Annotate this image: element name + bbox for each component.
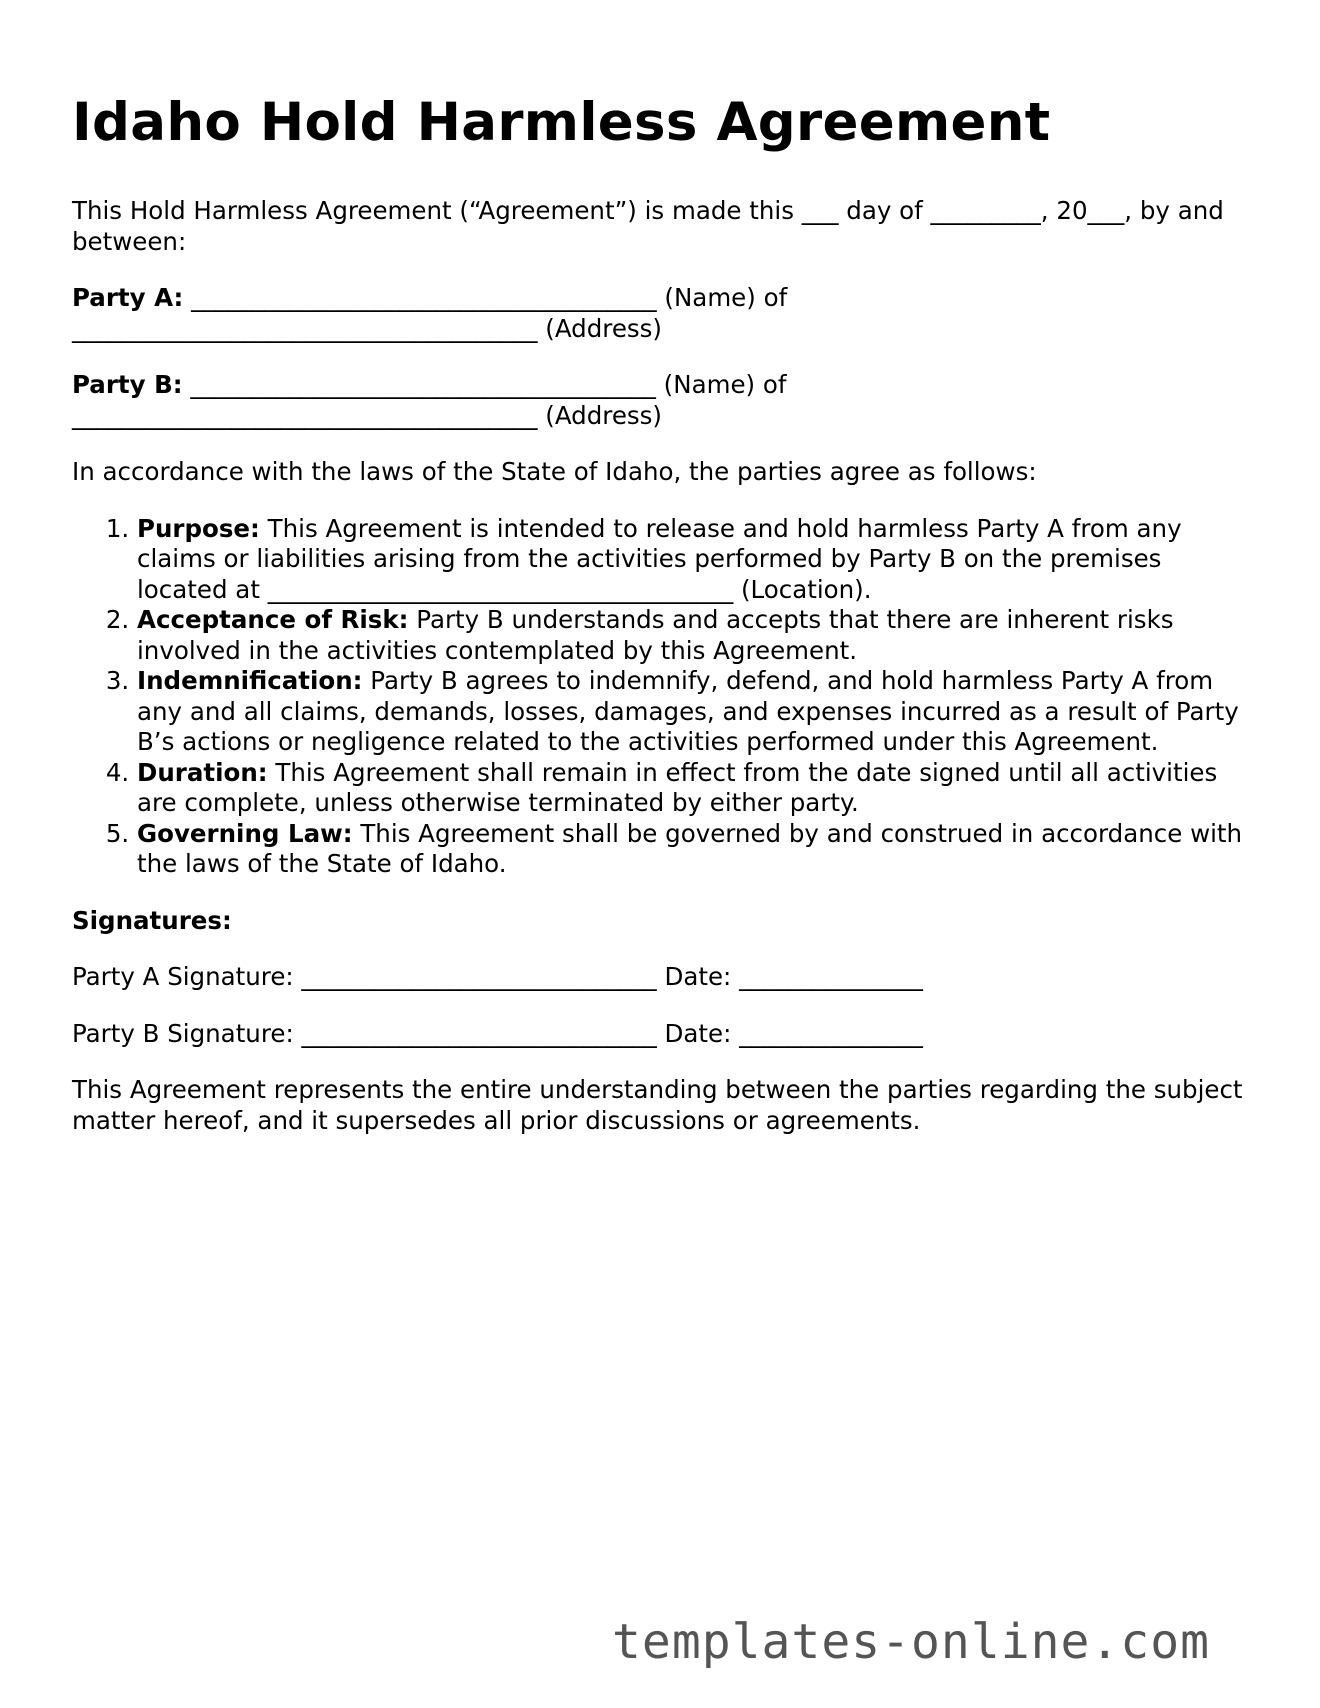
party-a-name-line (72, 283, 1252, 314)
clause-governing-law (137, 819, 1252, 880)
clause-text: This Agreement shall be governed by and construed in accordance with the laws of the State of Idaho. (137, 818, 1243, 878)
party-b-signature-line: Party B Signature: _____________________________ Date: _______________ (72, 1018, 923, 1048)
clause-text: This Agreement shall remain in effect from the date signed until all activities are complete, unless otherwise terminated by either party. (137, 757, 1218, 817)
closing-paragraph: This Agreement represents the entire understanding between the parties regarding the subject matter hereof, and it supersedes all prior discussions or agreements. (72, 1075, 1243, 1135)
document-title: Idaho Hold Harmless Agreement (72, 92, 1051, 153)
clause-duration (137, 758, 1252, 819)
party-a-name-field: ______________________________________ (Name) of (183, 283, 788, 312)
clause-indemnification (137, 666, 1252, 758)
watermark: templates-online.com (612, 1614, 1210, 1670)
clause-text: Party B understands and accepts that there are inherent risks involved in the activities contemplated by this Agreement. (137, 605, 1174, 665)
clause-heading: Indemnification: (137, 666, 363, 695)
signatures-heading-text: Signatures: (72, 905, 232, 935)
document-page (72, 88, 1252, 1136)
party-a-address-field: ______________________________________ (Address) (72, 313, 662, 343)
clause-heading: Purpose: (137, 513, 260, 543)
clause-list (72, 514, 1252, 880)
party-a-block (72, 283, 1252, 344)
clause-text: Party B agrees to indemnify, defend, and hold harmless Party A from any and all claims, demands, losses, damages, and expenses incurred as a result of Party B’s actions or negligence related to the activities performed under this Agreement. (137, 666, 1239, 756)
party-a-signature-line: Party A Signature: _____________________________ Date: _______________ (72, 962, 923, 991)
clause-heading: Duration: (137, 757, 268, 787)
party-b-address-field: ______________________________________ (Address) (72, 400, 662, 430)
party-a-label: Party A: (72, 283, 184, 312)
clause-purpose (137, 514, 1252, 606)
clause-acceptance-of-risk (137, 605, 1252, 666)
laws-intro: In accordance with the laws of the State of Idaho, the parties agree as follows: (72, 457, 1037, 486)
intro-paragraph: This Hold Harmless Agreement (“Agreement”) is made this ___ day of _________, 20___, by and between: (72, 196, 1224, 256)
party-b-name-line (72, 370, 1252, 401)
party-b-name-field: ______________________________________ (Name) of (182, 370, 787, 399)
party-b-label: Party B: (72, 370, 183, 399)
clause-heading: Acceptance of Risk: (137, 605, 409, 634)
signatures-heading (72, 906, 1252, 937)
clause-text: This Agreement is intended to release and hold harmless Party A from any claims or liabilities arising from the activities performed by Party B on the premises located at ______________________________________ (Location). (137, 513, 1182, 604)
party-b-block (72, 370, 1252, 431)
clause-heading: Governing Law: (137, 818, 353, 848)
